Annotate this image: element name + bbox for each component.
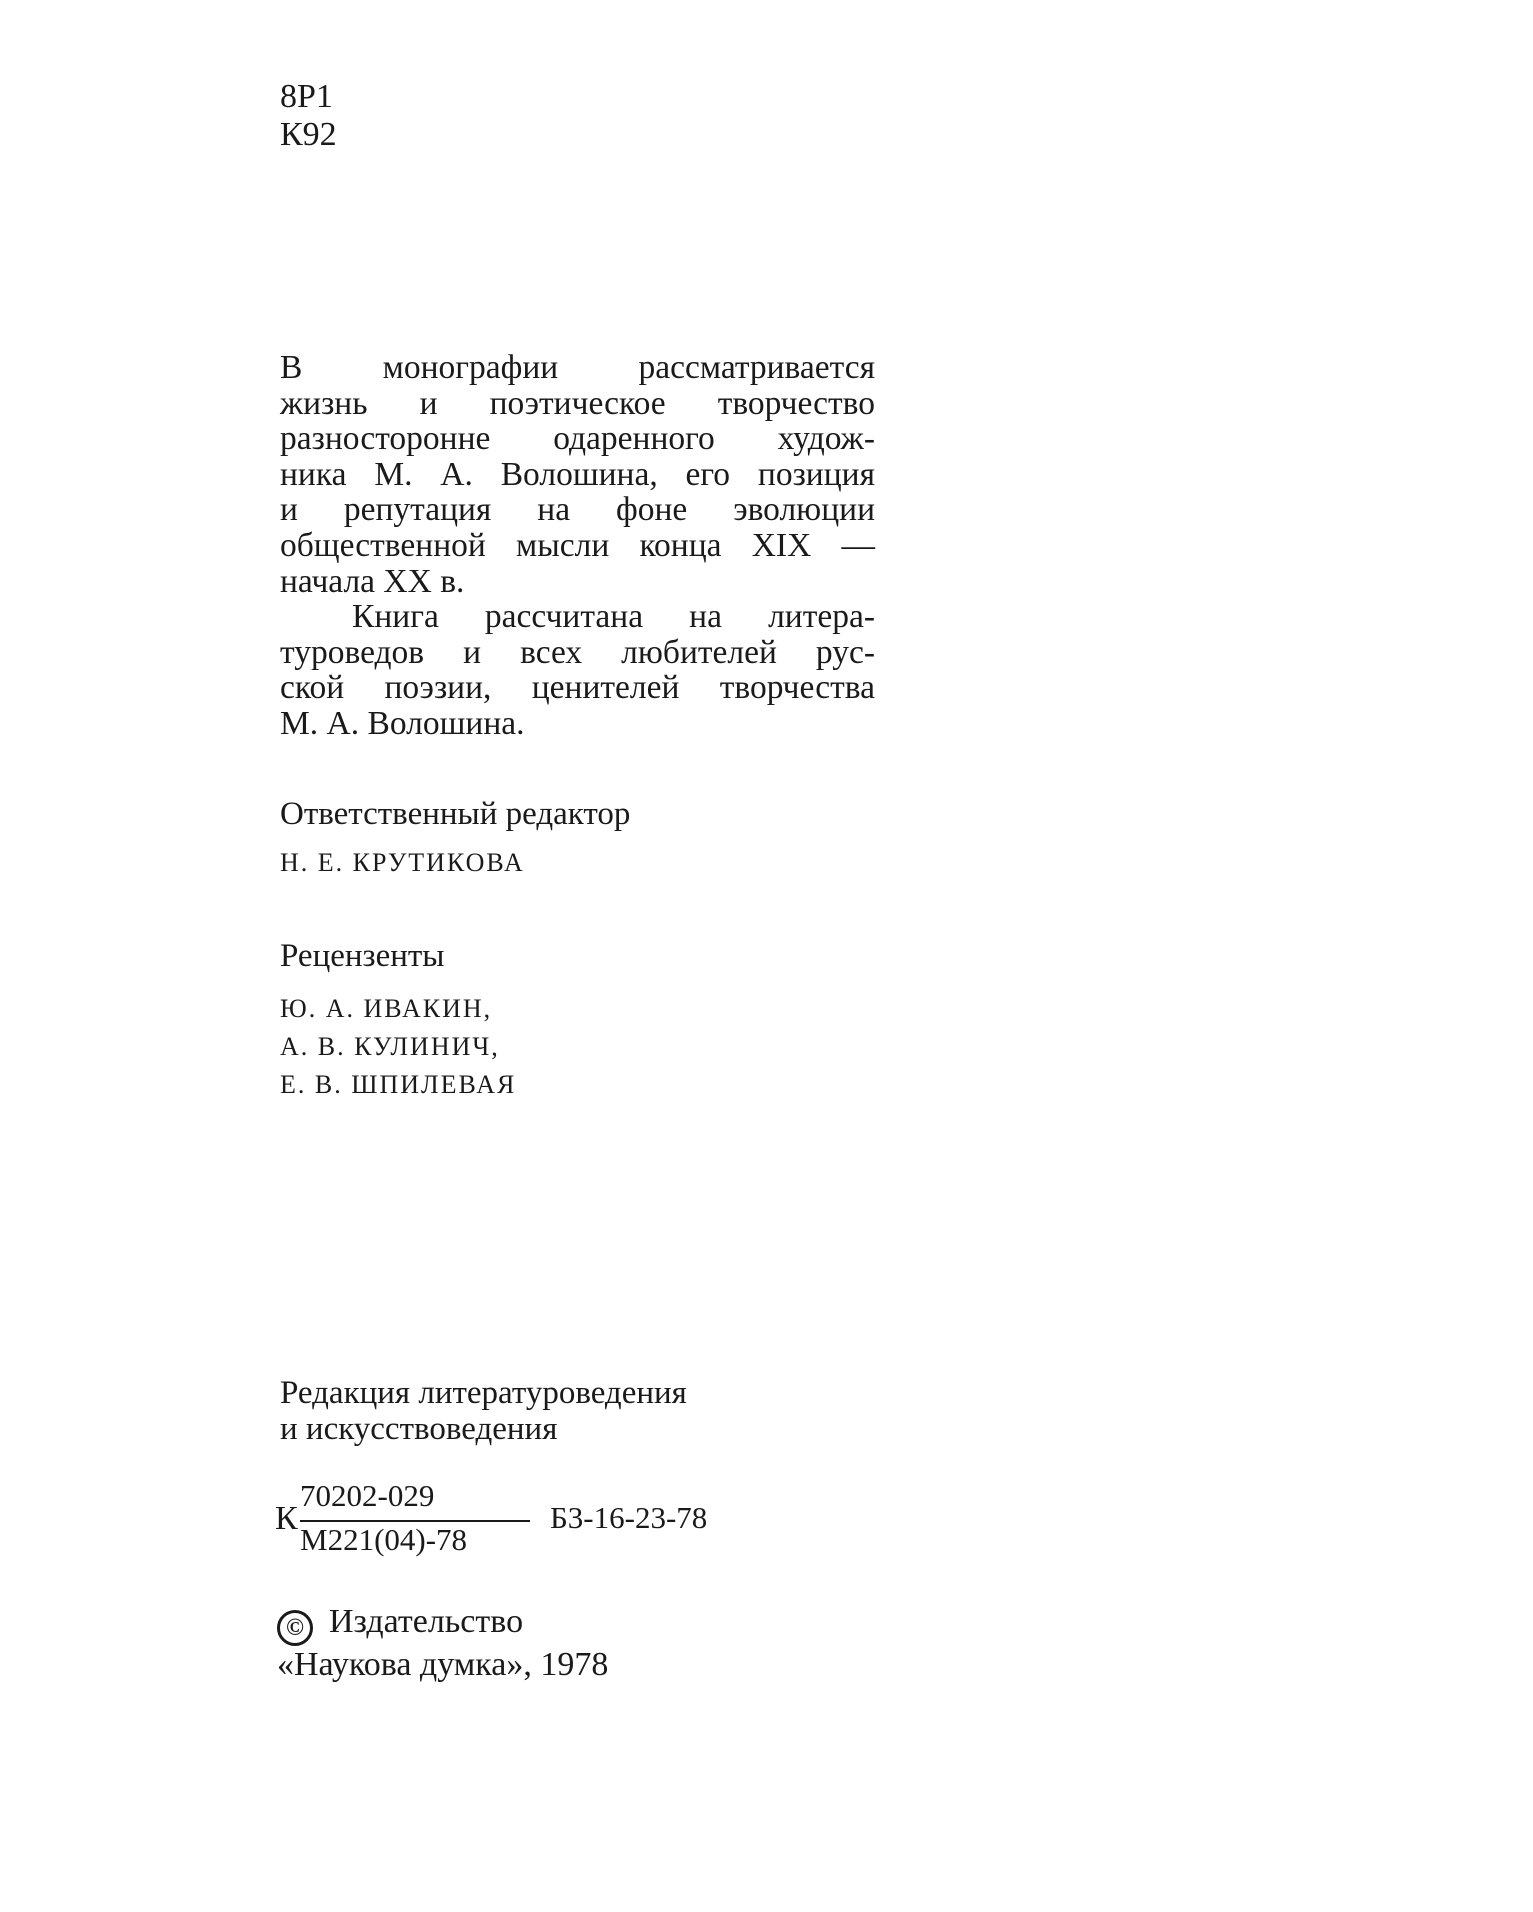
redaction-line: и искусствоведения	[280, 1411, 558, 1447]
publisher-label: Издательство	[329, 1603, 524, 1640]
classification-block	[280, 78, 337, 154]
annotation-line: ской поэзии, ценителей творчества	[280, 669, 875, 707]
annotation-line: разносторонне одаренного худож-	[280, 420, 875, 458]
reviewers-list	[280, 990, 516, 1104]
reviewer-name: А. В. КУЛИНИЧ,	[280, 1032, 500, 1061]
copyright-icon: ©	[277, 1610, 313, 1646]
redaction-block	[280, 1375, 687, 1447]
copyright-publisher-line	[277, 1603, 608, 1646]
annotation-line: начала XX в.	[280, 562, 465, 600]
annotation-line: общественной мысли конца XIX —	[280, 526, 875, 564]
editor-name: Н. Е. КРУТИКОВА	[280, 848, 525, 877]
annotation	[280, 350, 875, 742]
annotation-line: В монографии рассматривается	[280, 349, 875, 386]
index-code: Б3-16-23-78	[550, 1500, 708, 1535]
annotation-line: Книга рассчитана на литера-	[352, 598, 875, 636]
copyright-block	[277, 1603, 608, 1684]
index-numerator: 70202-029	[300, 1478, 435, 1513]
index-letter: К	[275, 1500, 298, 1537]
annotation-line: М. А. Волошина.	[280, 704, 525, 742]
publisher-name: «Наукова думка», 1978	[277, 1646, 609, 1683]
bbk-code: 8Р1	[280, 78, 333, 115]
reviewer-name: Е. В. ШПИЛЕВАЯ	[280, 1070, 517, 1099]
annotation-line: ника М. А. Волошина, его позиция	[280, 455, 875, 493]
reviewer-name: Ю. А. ИВАКИН,	[280, 994, 493, 1023]
index-denominator: М221(04)-78	[300, 1522, 468, 1557]
redaction-line: Редакция литературоведения	[280, 1375, 687, 1411]
author-mark: К92	[280, 116, 337, 153]
annotation-line: туроведов и всех любителей рус-	[280, 633, 875, 671]
annotation-line: жизнь и поэтическое творчество	[280, 384, 875, 422]
reviewers-title: Рецензенты	[280, 938, 445, 974]
annotation-line: и репутация на фоне эволюции	[280, 491, 875, 529]
editor-title: Ответственный редактор	[280, 796, 631, 832]
